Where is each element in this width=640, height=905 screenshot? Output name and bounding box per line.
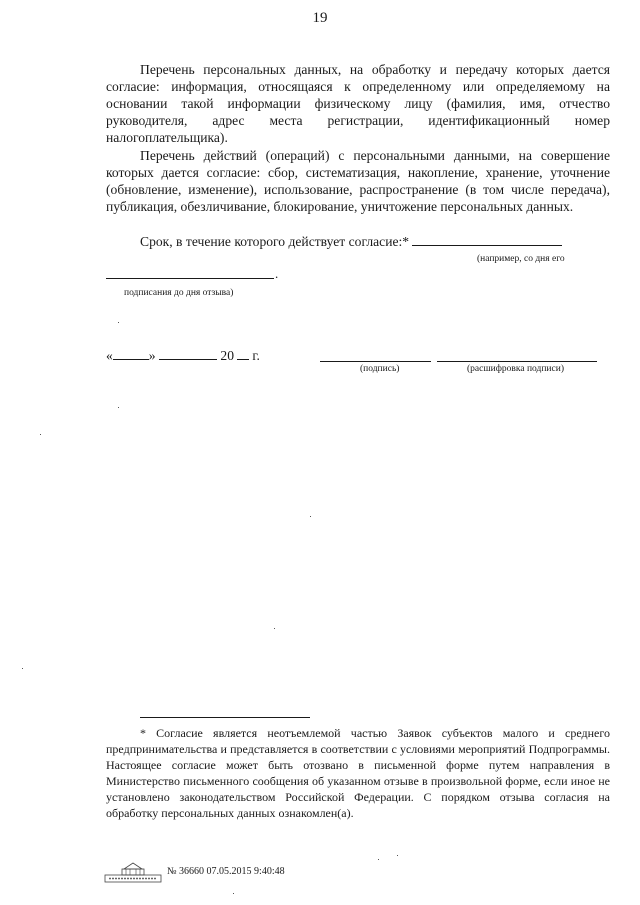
scan-speck [310, 516, 311, 517]
paragraph-data-list [106, 61, 610, 146]
scan-speck [397, 855, 398, 856]
date-month-blank [159, 347, 217, 360]
scan-speck [274, 628, 275, 629]
scan-speck [22, 668, 23, 669]
page-number: 19 [312, 10, 328, 26]
signature-decode-line [437, 361, 597, 362]
date-day-blank [113, 347, 149, 360]
footnote-separator [140, 717, 310, 718]
paragraph-actions-list [106, 147, 610, 215]
consent-term-line [140, 233, 562, 250]
scan-speck [40, 434, 41, 435]
signature-line [320, 361, 431, 362]
consent-term-hint-end: подписания до дня отзыва) [124, 288, 234, 298]
signature-caption: (подпись) [360, 364, 400, 374]
signature-decode-caption: (расшифровка подписи) [467, 364, 564, 374]
footnote [106, 725, 610, 821]
consent-term-hint-start: (например, со дня его [477, 254, 565, 264]
scan-speck [233, 893, 234, 894]
scan-speck [118, 407, 119, 408]
footnote-text: * Согласие является неотъемлемой частью Заявок субъектов малого и среднего предпринимательства и представляется в соответствии с условиями мероприятий Подпрограммы. Настоящее согласие может быть отозвано в письменной форме путем направления в Министерство письменного сообщения об указанном отзыве в произвольной форме, если иное не установлено законодательством Российской Федерации. С порядком отзыва согласия на обработку персональных данных ознакомлен(а). [106, 726, 610, 820]
date-year-blank [237, 347, 249, 360]
consent-term-blank [412, 233, 562, 246]
registry-stamp-icon [104, 860, 162, 889]
scan-speck [118, 322, 119, 323]
paragraph-text: Перечень действий (операций) с персональными данными, на совершение которых дается согласие: сбор, систематизация, накопление, хранение, уточнение (обновление, изменение), использование, распространение (в том числе передача), публикация, обезличивание, блокирование, уничтожение персональных данных. [106, 148, 610, 214]
date-year-suffix: г. [252, 348, 260, 363]
date-quote-open: « [106, 348, 113, 363]
scan-speck [378, 859, 379, 860]
date-quote-close: » [148, 348, 156, 363]
date-year-prefix: 20 [220, 348, 234, 363]
paragraph-text: Перечень персональных данных, на обработку и передачу которых дается согласие: информация, относящаяся к определенному или определяемому на основании такой информации физическому лицу (фамилия, имя, отчество руководителя, адрес места регистрации, идентификационный номер налогоплательщика). [106, 62, 610, 145]
registration-number: № 36660 07.05.2015 9:40:48 [167, 866, 285, 877]
consent-term-blank-continued [106, 266, 274, 279]
consent-term-dot: . [275, 266, 279, 281]
date-line [106, 347, 260, 364]
consent-term-label: Срок, в течение которого действует согласие:* [140, 234, 410, 249]
